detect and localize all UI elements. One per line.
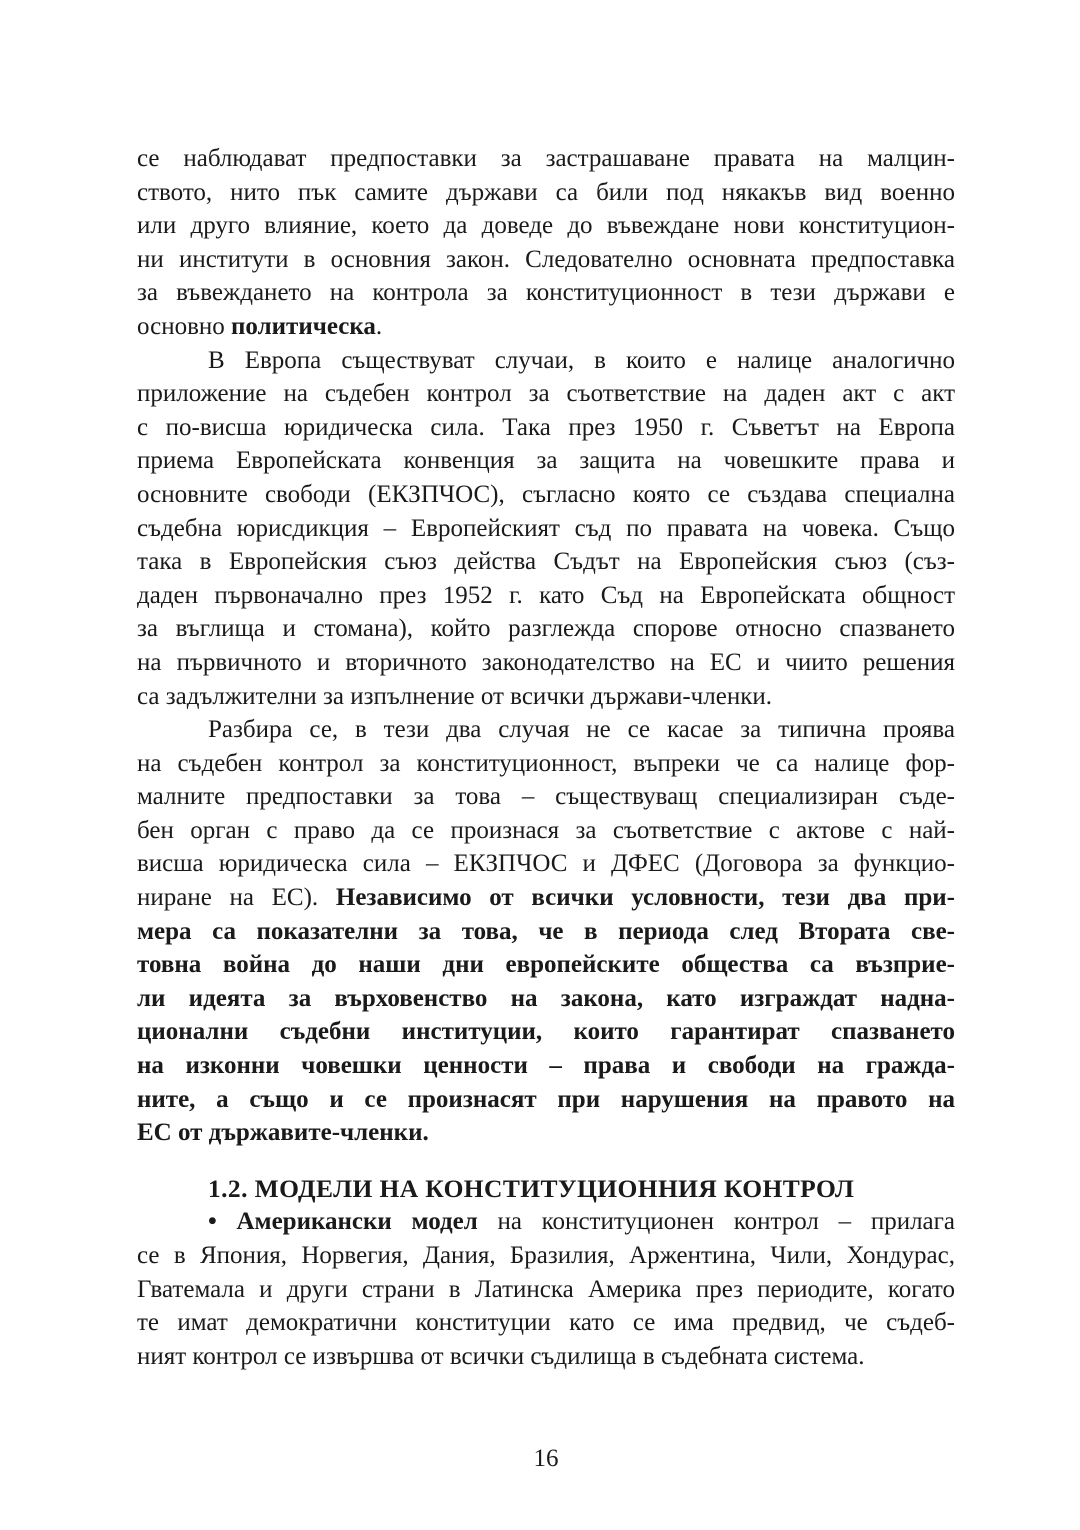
text-line: Разбира се, в тези два случая не се касае за типична проява xyxy=(208,716,955,744)
text-line: така в Европейския съюз действа Съдът на Европейския съюз (съз- xyxy=(137,548,955,576)
text-fragment: на конституционен контрол – прилага xyxy=(477,1208,956,1236)
bold-text-fragment: Независимо от всички условности, тези два при- xyxy=(335,884,955,912)
text-line: на съдебен контрол за конституционност, въпреки че са налице фор- xyxy=(137,749,955,777)
text-fragment: ниране на ЕС). xyxy=(137,884,336,912)
bold-text-line: мера са показателни за това, че в периода след Втората све- xyxy=(137,917,955,945)
text-line: се наблюдават предпоставки за застрашаване правата на малцин- xyxy=(137,145,955,172)
page-number: 16 xyxy=(533,1445,559,1472)
text-line: ни институти в основния закон. Следователно основната предпоставка xyxy=(137,245,955,273)
text-line: се в Япония, Норвегия, Дания, Бразилия, Аржентина, Чили, Хондурас, xyxy=(137,1242,955,1269)
text-line: ството, нито пък самите държави са били под някакъв вид военно xyxy=(137,178,955,206)
text-line: ният контрол се извършва от всички съдилища в съдебната система. xyxy=(137,1342,865,1370)
paragraph-judicial-control xyxy=(137,713,955,1150)
text-line: с по-висша юридическа сила. Така през 1950 г. Съветът на Европа xyxy=(137,413,955,441)
text-line: приложение на съдебен контрол за съответствие на даден акт с акт xyxy=(137,380,955,408)
text-line: за въвеждането на контрола за конституционност в тези държави е xyxy=(137,279,955,307)
text-line: даден първоначално през 1952 г. като Съд на Европейската общност xyxy=(137,581,955,609)
paragraph-american-model xyxy=(137,1205,955,1373)
section-heading: 1.2. МОДЕЛИ НА КОНСТИТУЦИОННИЯ КОНТРОЛ xyxy=(208,1173,855,1203)
text-line: В Европа съществуват случаи, в които е налице аналогично xyxy=(208,346,955,374)
text-line: Гватемала и други страни в Латинска Америка през периодите, когато xyxy=(137,1275,955,1303)
text-line: за въглища и стомана), който разглежда спорове относно спазването xyxy=(137,615,955,643)
text-line: те имат демократични конституции като се има предвид, че съдеб- xyxy=(137,1309,955,1337)
bold-text-line: товна война до наши дни европейските общества са възприе- xyxy=(137,951,955,979)
text-line: или друго влияние, което да доведе до въвеждане нови конституцион- xyxy=(137,212,955,240)
text-line: приема Европейската конвенция за защита на човешките права и xyxy=(137,447,955,475)
paragraph-europe-court xyxy=(137,344,955,714)
paragraph-political-prerequisite xyxy=(137,142,955,344)
bold-text-line: ЕС от държавите-членки. xyxy=(137,1119,429,1147)
text-line xyxy=(137,310,955,344)
document-page xyxy=(137,142,956,1472)
bold-term-political: политическа xyxy=(231,312,376,340)
bold-text-line: ли идеята за върховенство на закона, като изграждат надна- xyxy=(137,984,955,1012)
bold-term-american-model: Американски модел xyxy=(236,1208,478,1236)
text-fragment: основно xyxy=(137,312,232,340)
text-line: са задължителни за изпълнение от всички държави-членки. xyxy=(137,682,772,710)
text-line: основните свободи (ЕКЗПЧОС), съгласно която се създава специална xyxy=(137,480,955,508)
bold-text-line: ционални съдебни институции, които гарантират спазването xyxy=(137,1018,955,1046)
text-fragment: . xyxy=(375,312,383,340)
text-line: съдебна юрисдикция – Европейският съд по правата на човека. Също xyxy=(137,514,955,542)
text-line: малните предпоставки за това – съществуващ специализиран съде- xyxy=(137,783,955,811)
text-line xyxy=(137,1205,955,1239)
bold-text-line: ните, а също и се произнасят при нарушения на правото на xyxy=(137,1085,955,1113)
text-line: бен орган с право да се произнася за съответствие с актове с най- xyxy=(137,816,955,844)
bold-text-line: на изконни човешки ценности – права и свободи на гражда- xyxy=(137,1052,955,1080)
bullet-icon: • xyxy=(208,1208,217,1236)
text-line: на първичното и вторичното законодателство на ЕС и чиито решения xyxy=(137,648,955,676)
text-line: висша юридическа сила – ЕКЗПЧОС и ДФЕС (Договора за функцио- xyxy=(137,850,955,878)
text-line xyxy=(137,881,955,915)
